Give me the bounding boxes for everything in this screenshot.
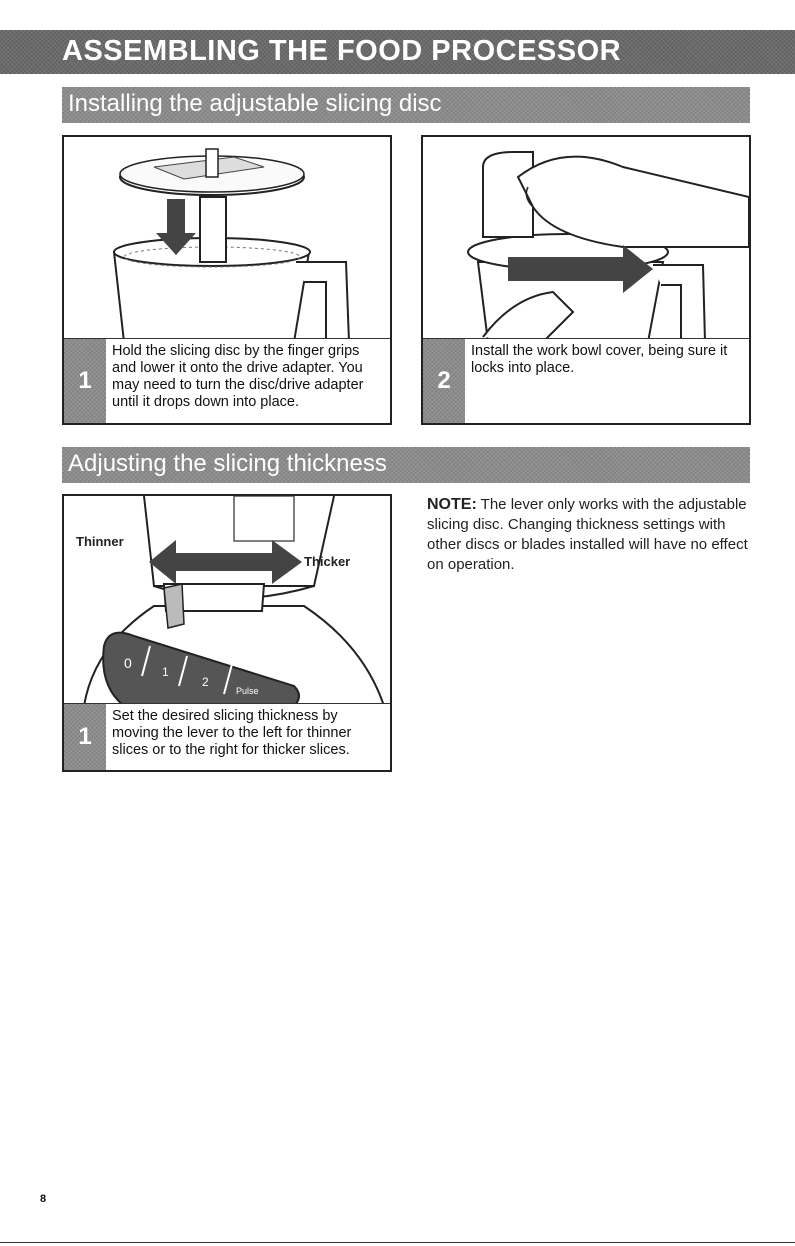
dial-pulse: Pulse [236, 686, 259, 696]
step-number: 1 [64, 704, 106, 770]
step-text: Set the desired slicing thickness by moving the lever to the left for thinner slices or to the right for thicker slices. [112, 708, 352, 758]
step-text: Hold the slicing disc by the finger grips and lower it onto the drive adapter. You may need to turn the disc/drive adapter until it drops down into place. [112, 343, 364, 410]
thickness-lever-illustration [64, 496, 390, 706]
step-box [423, 338, 749, 423]
note-label: NOTE: [427, 496, 477, 513]
thicker-label: Thicker [304, 554, 351, 569]
step-box [64, 338, 390, 423]
section-title: Adjusting the slicing thickness [68, 450, 387, 477]
note-paragraph [427, 495, 757, 575]
page-title: ASSEMBLING THE FOOD PROCESSOR [62, 35, 622, 67]
bowl-cover-illustration [423, 137, 749, 342]
page-title-bar [0, 30, 795, 74]
step-text: Install the work bowl cover, being sure it locks into place. [471, 343, 728, 376]
dial-pos-2: 2 [202, 675, 209, 689]
step-panel-adjust-thickness [62, 494, 392, 772]
footer-rule [0, 1242, 795, 1243]
dial-pos-0: 0 [124, 655, 132, 671]
dial-pos-1: 1 [162, 665, 169, 679]
thinner-label: Thinner [76, 534, 124, 549]
page-number: 8 [40, 1193, 47, 1205]
step-panel-install-cover [421, 135, 751, 425]
section-heading-installing [62, 87, 750, 123]
section-title: Installing the adjustable slicing disc [68, 90, 442, 117]
slicing-disc-illustration [64, 137, 390, 342]
step-number: 2 [423, 339, 465, 423]
step-box [64, 703, 390, 770]
step-panel-install-disc [62, 135, 392, 425]
step-number: 1 [64, 339, 106, 423]
section-heading-adjusting [62, 447, 750, 483]
note-text: The lever only works with the adjustable slicing disc. Changing thickness settings with other discs or blades installed will have no effect on operation. [427, 496, 748, 573]
